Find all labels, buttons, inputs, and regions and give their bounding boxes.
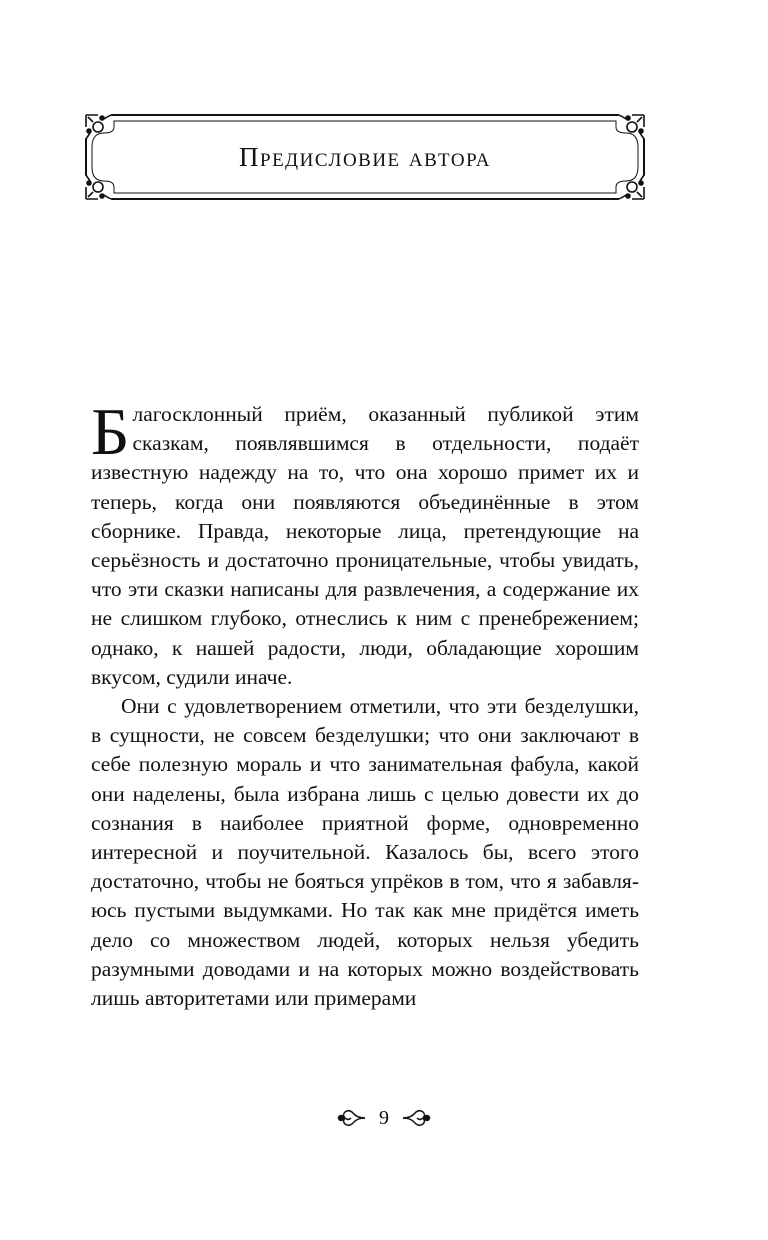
corner-flourish-icon xyxy=(86,115,112,139)
corner-flourish-icon xyxy=(618,175,644,199)
paragraph xyxy=(91,395,639,692)
chapter-title: Предисловие автора xyxy=(239,142,491,172)
drop-cap: Б xyxy=(91,395,130,469)
scroll-flourish-icon xyxy=(337,1108,367,1128)
corner-flourish-icon xyxy=(618,115,644,139)
paragraph-text: лагосклонный приём, оказанный публикой этим сказкам, появлявшимся в отдельности, подаёт известную надежду на то, что она хорошо примет их и теперь, когда они появляются объединённые в этом сборнике. Правда, некоторые лица, претендующие на серьёзность и достаточно проницательные, чтобы увидать, что эти сказки написаны для развлечения, а содержание их не слишком глубоко, отнеслись к ним с пренебрежением; однако, к нашей радости, люди, обладающие хорошим вкусом, судили иначе. xyxy=(91,402,639,689)
chapter-header-frame xyxy=(84,113,646,201)
page-number: 9 xyxy=(379,1107,389,1129)
paragraph: Они с удовлетворением отметили, что эти безделушки, в сущности, не совсем безделушки; что они заключают в себе полезную мораль и что занимательная фабула, какой они наделены, была избрана лишь с целью довести их до сознания в наиболее приятной форме, одновременно интересной и поучительной. Казалось бы, всего этого достаточно, чтобы не бояться упрёков в том, что я забавляюсь пустыми выдумками. Но так как мне придётся иметь дело со множеством людей, которых нельзя убедить разумными доводами и на которых можно воздействовать лишь авторитетами или примерами xyxy=(91,694,639,1011)
body-text xyxy=(91,395,639,1013)
page-footer xyxy=(0,1106,768,1130)
scroll-flourish-icon xyxy=(401,1108,431,1128)
corner-flourish-icon xyxy=(86,175,112,199)
